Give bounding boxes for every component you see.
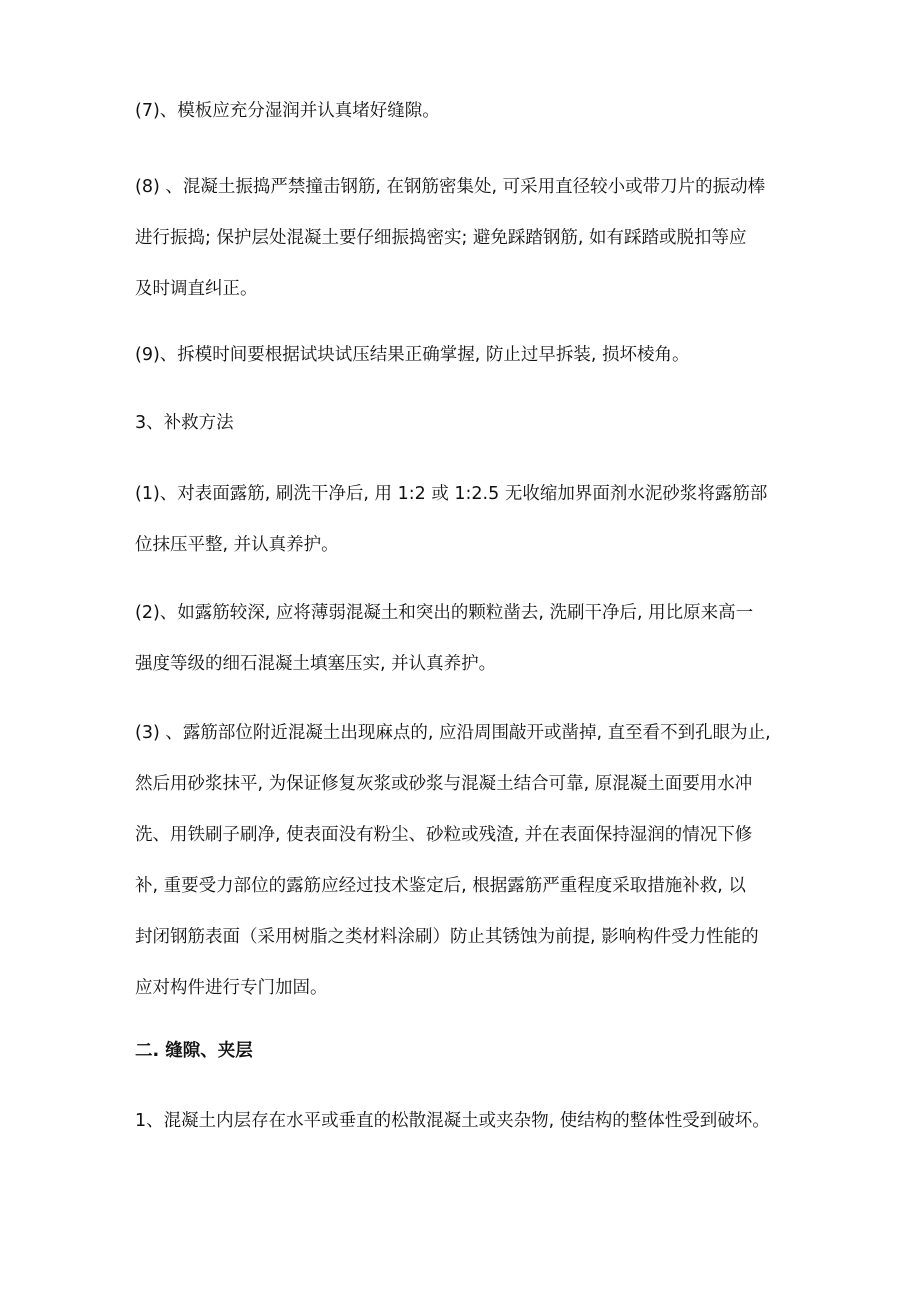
text-line: 补, 重要受力部位的露筋应经过技术鉴定后, 根据露筋严重程度采取措施补救, 以: [135, 876, 746, 896]
text-line: 进行振捣; 保护层处混凝土要仔细振捣密实; 避免踩踏钢筋, 如有踩踏或脱扣等应: [135, 228, 747, 248]
paragraph-remedy-1: [135, 469, 795, 571]
paragraph-7-formwork: [135, 86, 795, 137]
text-line: 二. 缝隙、夹层: [135, 1041, 253, 1061]
paragraph-remedy-3: [135, 708, 795, 1014]
text-line: 强度等级的细石混凝土填塞压实, 并认真养护。: [135, 654, 497, 674]
paragraph-9-formwork-removal: [135, 330, 795, 381]
text-line: (8) 、混凝土振捣严禁撞击钢筋, 在钢筋密集处, 可采用直径较小或带刀片的振动棒: [135, 177, 766, 197]
paragraph-remedy-2: [135, 588, 795, 690]
paragraph-gaps-1: [135, 1096, 795, 1147]
text-line: 然后用砂浆抹平, 为保证修复灰浆或砂浆与混凝土结合可靠, 原混凝土面要用水冲: [135, 774, 753, 794]
text-line: (9)、拆模时间要根据试块试压结果正确掌握, 防止过早拆装, 损坏棱角。: [135, 345, 690, 365]
text-line: 洗、用铁刷子刷净, 使表面没有粉尘、砂粒或残渣, 并在表面保持湿润的情况下修: [135, 825, 753, 845]
text-line: 及时调直纠正。: [135, 279, 258, 299]
text-line: (7)、模板应充分湿润并认真堵好缝隙。: [135, 101, 440, 121]
text-line: (2)、如露筋较深, 应将薄弱混凝土和突出的颗粒凿去, 洗刷干净后, 用比原来高一: [135, 603, 754, 623]
text-line: 封闭钢筋表面（采用树脂之类材料涂刷）防止其锈蚀为前提, 影响构件受力性能的: [135, 927, 759, 947]
text-line: 位抹压平整, 并认真养护。: [135, 535, 339, 555]
text-line: (3) 、露筋部位附近混凝土出现麻点的, 应沿周围敲开或凿掉, 直至看不到孔眼为止,: [135, 723, 771, 743]
text-line: 应对构件进行专门加固。: [135, 978, 328, 998]
section-heading-gaps-interlayers: [135, 1026, 795, 1077]
text-line: (1)、对表面露筋, 刷洗干净后, 用 1:2 或 1:2.5 无收缩加界面剂水泥砂浆将露筋部: [135, 484, 768, 504]
text-line: 1、混凝土内层存在水平或垂直的松散混凝土或夹杂物, 使结构的整体性受到破坏。: [135, 1111, 770, 1131]
paragraph-8-vibration: [135, 162, 795, 315]
text-line: 3、补救方法: [135, 413, 234, 433]
section-heading-remedy: [135, 398, 795, 449]
